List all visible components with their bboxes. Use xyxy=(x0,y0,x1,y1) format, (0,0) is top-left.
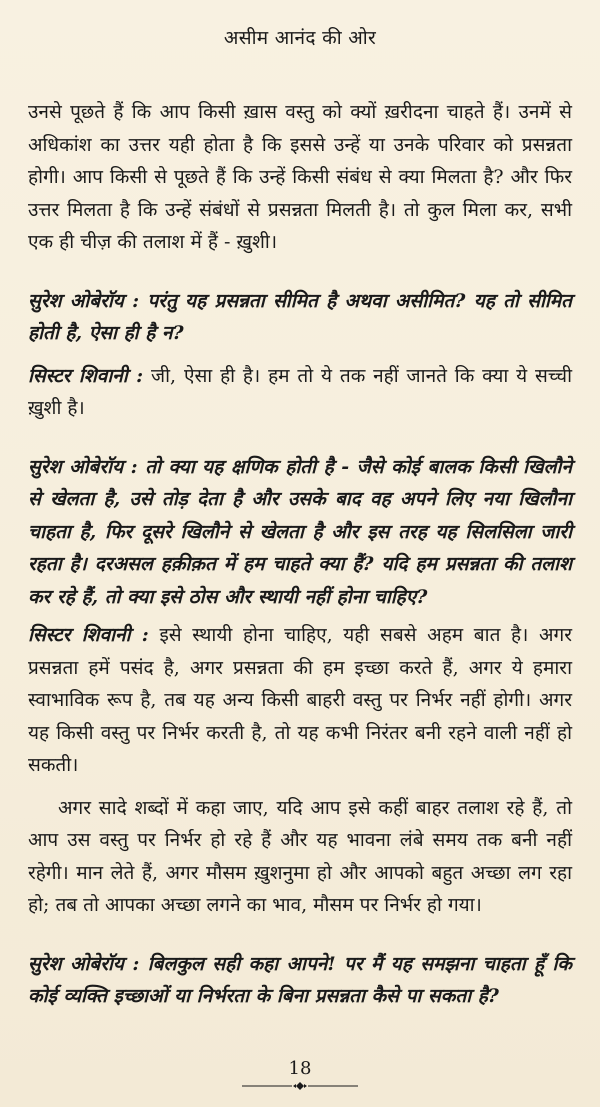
speaker-name: सिस्टर शिवानी : xyxy=(28,624,149,646)
speaker-name: सिस्टर शिवानी : xyxy=(28,364,144,387)
speaker-name: सुरेश ओबेरॉय : xyxy=(28,455,138,478)
question-text: तो क्या यह क्षणिक होती है - जैसे कोई बालक किसी खिलौने से खेलता है, उसे तोड़ देता है और उसके बाद वह अपने लिए नया खिलौना चाहता है, फिर दूसरे खिलौने से खेलता है और इस तरह यह सिलसिला जारी रहता है। दरअसल हक़ीक़त में हम चाहते क्या हैं? यदि हम प्रसन्नता की तलाश कर रहे हैं, तो क्या इसे ठोस और स्थायी नहीं होना चाहिए? xyxy=(28,455,572,608)
question-paragraph-2 xyxy=(28,451,572,614)
answer-paragraph-1 xyxy=(28,360,572,425)
paragraph-intro: उनसे पूछते हैं कि आप किसी ख़ास वस्तु को क्यों ख़रीदना चाहते हैं। उनमें से अधिकांश का उत्तर यही होता है कि इससे उन्हें या उनके परिवार को प्रसन्नता होगी। आप किसी से पूछते हैं कि उन्हें किसी संबंध से क्या मिलता है? और फिर उत्तर मिलता है कि उन्हें संबंधों से प्रसन्नता मिलती है। तो कुल मिला कर, सभी एक ही चीज़ की तलाश में हैं - ख़ुशी। xyxy=(28,101,572,253)
question-paragraph-1 xyxy=(28,285,572,350)
paragraph-continuation: अगर सादे शब्दों में कहा जाए, यदि आप इसे कहीं बाहर तलाश रहे हैं, तो आप उस वस्तु पर निर्भर हो रहे हैं और यह भावना लंबे समय तक बनी नहीं रहेगी। मान लेते हैं, अगर मौसम ख़ुशनुमा हो और आपको बहुत अच्छा लग रहा हो; तब तो आपका अच्छा लगने का भाव, मौसम पर निर्भर हो गया। xyxy=(28,796,572,916)
running-head: असीम आनंद की ओर xyxy=(223,27,377,49)
question-paragraph-3 xyxy=(28,948,572,1013)
question-text: परंतु यह प्रसन्नता सीमित है अथवा असीमित? यह तो सीमित होती है, ऐसा ही है न? xyxy=(28,289,572,344)
answer-text: इसे स्थायी होना चाहिए, यही सबसे अहम बात है। अगर प्रसन्नता हमें पसंद है, अगर प्रसन्नता की हम इच्छा करते हैं, अगर ये हमारा स्वाभाविक रूप है, तब यह अन्य किसी बाहरी वस्तु पर निर्भर नहीं होगी। अगर यह किसी वस्तु पर निर्भर करती है, तो यह कभी निरंतर बनी रहने वाली नहीं हो सकती। xyxy=(28,624,572,776)
speaker-name: सुरेश ओबेरॉय : xyxy=(28,289,140,312)
page-footer xyxy=(0,1058,600,1091)
answer-text: जी, ऐसा ही है। हम तो ये तक नहीं जानते कि क्या ये सच्ची ख़ुशी है। xyxy=(28,364,572,419)
speaker-name: सुरेश ओबेरॉय : xyxy=(28,952,140,975)
footer-ornament-icon xyxy=(240,1081,360,1091)
answer-paragraph-2 xyxy=(28,619,572,782)
question-text: बिलकुल सही कहा आपने! पर मैं यह समझना चाहता हूँ कि कोई व्यक्ति इच्छाओं या निर्भरता के बिना प्रसन्नता कैसे पा सकता है? xyxy=(28,952,572,1007)
page-number: 18 xyxy=(288,1058,312,1079)
